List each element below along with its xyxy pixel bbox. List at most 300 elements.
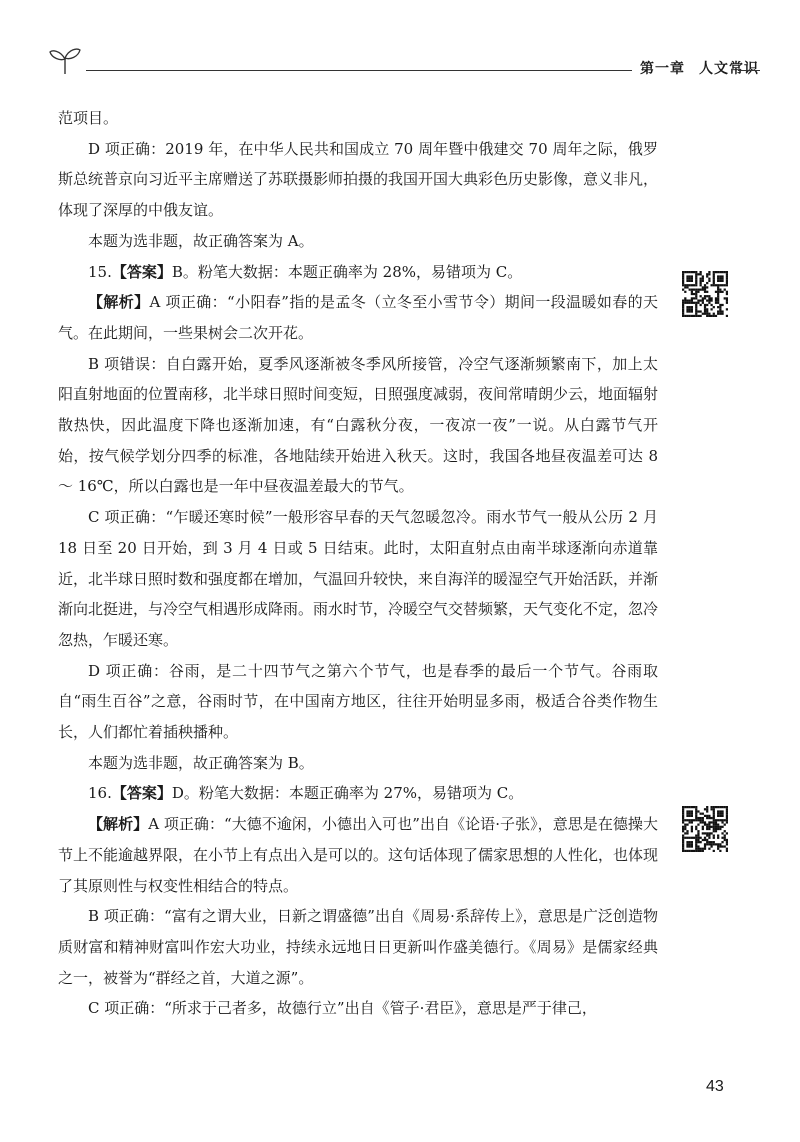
qr-module <box>710 284 712 286</box>
qr-module <box>726 815 728 817</box>
qr-module <box>710 817 712 819</box>
paragraph: 本题为选非题，故正确答案为 B。 <box>88 753 314 772</box>
qr-module <box>717 819 719 821</box>
qr-module <box>708 273 710 275</box>
qr-module <box>713 280 715 282</box>
qr-module <box>682 280 684 282</box>
qr-module <box>684 826 686 828</box>
qr-module <box>695 271 697 273</box>
paragraph: D 项正确：谷雨，是二十四节气之第六个节气，也是春季的最后一个节气。谷雨取自“雨生百谷”之意，谷雨时节，在中国南方地区，往往开始明显多雨，极适合谷类作物生长，人们都忙着插秧播种。 <box>58 661 658 742</box>
qr-module <box>713 817 715 819</box>
qr-module <box>697 302 699 304</box>
qr-module <box>695 826 697 828</box>
qr-module <box>686 850 688 852</box>
qr-module <box>691 302 693 304</box>
qr-module <box>710 826 712 828</box>
qr-module <box>713 275 715 277</box>
qr-module <box>724 271 726 273</box>
qr-module <box>689 280 691 282</box>
qr-module <box>708 278 710 280</box>
qr-module <box>682 843 684 845</box>
page-header <box>48 40 760 84</box>
qr-module <box>726 275 728 277</box>
qr-module <box>686 308 688 310</box>
qr-module <box>686 275 688 277</box>
qr-module <box>724 830 726 832</box>
qr-module <box>691 299 693 301</box>
qr-module <box>682 813 684 815</box>
qr-module <box>706 810 708 812</box>
qr-module <box>721 271 723 273</box>
qr-module <box>706 315 708 317</box>
qr-module <box>686 280 688 282</box>
qr-module <box>713 821 715 823</box>
qr-module <box>684 832 686 834</box>
qr-module <box>717 806 719 808</box>
qr-module <box>710 315 712 317</box>
qr-module <box>726 810 728 812</box>
qr-module <box>717 313 719 315</box>
qr-module <box>721 313 723 315</box>
qr-module <box>721 826 723 828</box>
qr-module <box>719 828 721 830</box>
qr-module <box>689 315 691 317</box>
qr-module <box>684 824 686 826</box>
qr-module <box>695 278 697 280</box>
qr-module <box>686 278 688 280</box>
qr-module <box>684 315 686 317</box>
qr-module <box>708 302 710 304</box>
qr-module <box>721 819 723 821</box>
qr-module <box>697 810 699 812</box>
qr-module <box>686 830 688 832</box>
qr-module <box>721 304 723 306</box>
qr-module <box>719 275 721 277</box>
qr-module <box>704 821 706 823</box>
answer-15 <box>58 257 658 288</box>
qr-module <box>682 302 684 304</box>
qr-module <box>708 297 710 299</box>
qr-module <box>697 291 699 293</box>
qr-module <box>684 850 686 852</box>
qr-module <box>689 821 691 823</box>
qr-module <box>717 828 719 830</box>
analysis-15 <box>58 287 658 348</box>
qr-module <box>689 284 691 286</box>
qr-module <box>708 315 710 317</box>
analysis-text: A 项正确：“大德不逾闲，小德出入可也”出自《论语·子张》，意思是在德操大节上不能逾越界限，在小节上有点出入是可以的。这句话体现了儒家思想的人性化，也体现了其原则性与权变性相结合的特点。 <box>58 815 659 895</box>
answer-16 <box>58 778 658 809</box>
qr-module <box>706 839 708 841</box>
qr-module <box>697 299 699 301</box>
qr-module <box>717 284 719 286</box>
qr-module <box>710 843 712 845</box>
qr-module <box>713 819 715 821</box>
qr-module <box>719 271 721 273</box>
qr-module <box>689 819 691 821</box>
qr-module <box>689 299 691 301</box>
chapter-title: 人文常识 <box>699 61 759 77</box>
qr-module <box>706 843 708 845</box>
qr-module <box>721 841 723 843</box>
qr-module <box>689 815 691 817</box>
qr-module <box>717 286 719 288</box>
qr-module <box>691 810 693 812</box>
qr-module <box>717 280 719 282</box>
qr-module <box>686 286 688 288</box>
qr-module <box>693 271 695 273</box>
paragraph: C 项正确：“所求于己者多，故德行立”出自《管子·君臣》，意思是严于律己， <box>88 999 597 1018</box>
qr-module <box>682 815 684 817</box>
qr-module <box>719 313 721 315</box>
qr-module <box>689 850 691 852</box>
qr-module <box>721 284 723 286</box>
qr-module <box>715 806 717 808</box>
qr-module <box>702 278 704 280</box>
qr-module <box>704 308 706 310</box>
qr-module <box>695 282 697 284</box>
qr-module <box>715 830 717 832</box>
qr-module <box>708 843 710 845</box>
qr-module <box>721 278 723 280</box>
qr-module <box>704 310 706 312</box>
qr-module <box>697 832 699 834</box>
qr-module <box>713 837 715 839</box>
qr-module <box>706 824 708 826</box>
qr-module <box>684 828 686 830</box>
qr-module <box>726 817 728 819</box>
qr-module <box>717 834 719 836</box>
qr-module <box>715 828 717 830</box>
qr-module <box>689 837 691 839</box>
qr-module <box>682 839 684 841</box>
qr-module <box>713 828 715 830</box>
qr-module <box>726 821 728 823</box>
qr-module <box>715 821 717 823</box>
qr-module <box>691 806 693 808</box>
qr-module <box>708 834 710 836</box>
qr-module <box>717 297 719 299</box>
qr-module <box>684 819 686 821</box>
qr-module <box>695 306 697 308</box>
qr-module <box>713 313 715 315</box>
qr-module <box>689 813 691 815</box>
page-number: 43 <box>706 1078 724 1095</box>
qr-module <box>689 806 691 808</box>
qr-module <box>695 834 697 836</box>
qr-module <box>713 830 715 832</box>
qr-module <box>693 293 695 295</box>
qr-module <box>695 310 697 312</box>
qr-module <box>695 284 697 286</box>
qr-module <box>724 837 726 839</box>
qr-module <box>695 828 697 830</box>
qr-module <box>702 839 704 841</box>
qr-module <box>684 271 686 273</box>
qr-module <box>682 841 684 843</box>
analysis-text: A 项正确：“小阳春”指的是孟冬（立冬至小雪节令）期间一段温暖如春的天气。在此期间，一些果树会二次开花。 <box>58 293 658 342</box>
qr-module <box>717 813 719 815</box>
qr-module <box>715 271 717 273</box>
qr-module <box>691 297 693 299</box>
qr-module <box>693 806 695 808</box>
qr-module <box>724 845 726 847</box>
qr-module <box>700 271 702 273</box>
qr-module <box>708 848 710 850</box>
qr-module <box>715 284 717 286</box>
qr-module <box>704 832 706 834</box>
qr-module <box>717 810 719 812</box>
qr-module <box>700 837 702 839</box>
qr-module <box>717 299 719 301</box>
qr-module <box>706 834 708 836</box>
qr-module <box>706 282 708 284</box>
qr-module <box>702 819 704 821</box>
qr-module <box>691 821 693 823</box>
qr-module <box>726 284 728 286</box>
qr-module <box>721 806 723 808</box>
qr-module <box>719 806 721 808</box>
qr-code-icon[interactable] <box>682 271 728 317</box>
qr-module <box>719 813 721 815</box>
qr-module <box>726 293 728 295</box>
analysis-label: 【解析】 <box>88 293 150 312</box>
qr-module <box>708 824 710 826</box>
qr-module <box>719 308 721 310</box>
qr-module <box>713 850 715 852</box>
qr-module <box>691 310 693 312</box>
qr-module <box>704 291 706 293</box>
page-body <box>58 103 658 1024</box>
qr-code-icon[interactable] <box>682 806 728 852</box>
analysis-label: 【解析】 <box>88 815 149 834</box>
qr-module <box>706 806 708 808</box>
qr-module <box>697 845 699 847</box>
qr-module <box>682 306 684 308</box>
qr-module <box>695 850 697 852</box>
qr-module <box>719 289 721 291</box>
qr-module <box>713 284 715 286</box>
qr-module <box>719 826 721 828</box>
qr-module <box>721 291 723 293</box>
qr-module <box>695 819 697 821</box>
qr-module <box>708 826 710 828</box>
qr-module <box>721 815 723 817</box>
qr-module <box>726 299 728 301</box>
qr-module <box>713 315 715 317</box>
qr-module <box>719 291 721 293</box>
qr-module <box>706 286 708 288</box>
qr-module <box>693 284 695 286</box>
qr-module <box>704 839 706 841</box>
qr-module <box>706 841 708 843</box>
qr-module <box>726 841 728 843</box>
qr-module <box>706 310 708 312</box>
qr-module <box>719 306 721 308</box>
qr-module <box>704 815 706 817</box>
qr-module <box>708 815 710 817</box>
qr-module <box>682 289 684 291</box>
qr-module <box>691 293 693 295</box>
qr-module <box>717 837 719 839</box>
qr-module <box>695 293 697 295</box>
qr-module <box>721 845 723 847</box>
qr-module <box>713 278 715 280</box>
qr-module <box>702 280 704 282</box>
qr-module <box>700 280 702 282</box>
qr-module <box>702 821 704 823</box>
qr-module <box>713 808 715 810</box>
qr-module <box>724 284 726 286</box>
qr-module <box>682 304 684 306</box>
qr-module <box>702 850 704 852</box>
qr-module <box>721 310 723 312</box>
qr-module <box>695 313 697 315</box>
qr-module <box>717 275 719 277</box>
qr-module <box>717 295 719 297</box>
qr-module <box>689 310 691 312</box>
qr-module <box>726 819 728 821</box>
qr-module <box>710 304 712 306</box>
qr-module <box>686 271 688 273</box>
qr-module <box>719 310 721 312</box>
qr-module <box>704 843 706 845</box>
qr-module <box>704 286 706 288</box>
qr-module <box>713 806 715 808</box>
qr-module <box>697 817 699 819</box>
qr-module <box>710 806 712 808</box>
qr-module <box>691 271 693 273</box>
qr-module <box>691 830 693 832</box>
qr-module <box>682 848 684 850</box>
qr-module <box>700 295 702 297</box>
qr-module <box>691 308 693 310</box>
answer-text: B。粉笔大数据：本题正确率为 28%，易错项为 C。 <box>171 262 523 281</box>
qr-module <box>686 819 688 821</box>
qr-module <box>695 815 697 817</box>
qr-module <box>706 808 708 810</box>
qr-module <box>702 302 704 304</box>
qr-module <box>691 289 693 291</box>
qr-module <box>700 819 702 821</box>
qr-module <box>689 271 691 273</box>
qr-module <box>726 839 728 841</box>
qr-module <box>706 299 708 301</box>
qr-module <box>682 819 684 821</box>
qr-module <box>700 282 702 284</box>
qr-module <box>695 275 697 277</box>
qr-module <box>719 819 721 821</box>
qr-module <box>691 275 693 277</box>
qr-module <box>682 837 684 839</box>
qr-module <box>700 848 702 850</box>
qr-module <box>682 278 684 280</box>
qr-module <box>695 291 697 293</box>
qr-module <box>700 817 702 819</box>
qr-module <box>713 813 715 815</box>
qr-module <box>697 315 699 317</box>
qr-module <box>710 841 712 843</box>
qr-module <box>706 304 708 306</box>
qr-module <box>700 289 702 291</box>
qr-module <box>697 830 699 832</box>
qr-module <box>719 843 721 845</box>
qr-module <box>702 848 704 850</box>
qr-module <box>717 302 719 304</box>
qr-module <box>719 810 721 812</box>
qr-module <box>691 306 693 308</box>
qr-module <box>684 284 686 286</box>
qr-module <box>695 297 697 299</box>
qr-module <box>682 817 684 819</box>
qr-module <box>719 815 721 817</box>
qr-module <box>691 850 693 852</box>
qr-module <box>717 824 719 826</box>
qr-module <box>686 815 688 817</box>
qr-module <box>715 826 717 828</box>
qr-module <box>708 295 710 297</box>
qr-module <box>724 824 726 826</box>
chapter-number: 第一章 <box>640 61 685 77</box>
paragraph: D 项正确：2019 年，在中华人民共和国成立 70 周年暨中俄建交 70 周年之际，俄罗斯总统普京向习近平主席赠送了苏联摄影师拍摄的我国开国大典彩色历史影像，意义非凡，体现了深厚的中俄友谊。 <box>58 139 659 220</box>
qr-module <box>682 808 684 810</box>
qr-module <box>726 806 728 808</box>
qr-module <box>686 284 688 286</box>
qr-module <box>713 810 715 812</box>
qr-module <box>704 306 706 308</box>
qr-module <box>706 832 708 834</box>
qr-module <box>695 810 697 812</box>
answer-label: 【答案】 <box>111 784 172 803</box>
qr-module <box>682 284 684 286</box>
qr-module <box>726 302 728 304</box>
qr-module <box>719 284 721 286</box>
qr-module <box>697 850 699 852</box>
qr-module <box>700 304 702 306</box>
qr-module <box>682 299 684 301</box>
qr-module <box>695 302 697 304</box>
qr-module <box>702 275 704 277</box>
qr-module <box>686 824 688 826</box>
qr-module <box>689 302 691 304</box>
qr-module <box>691 826 693 828</box>
qr-module <box>713 843 715 845</box>
qr-module <box>691 828 693 830</box>
qr-module <box>713 841 715 843</box>
qr-module <box>697 834 699 836</box>
qr-module <box>682 275 684 277</box>
qr-module <box>684 806 686 808</box>
qr-module <box>726 282 728 284</box>
qr-module <box>686 302 688 304</box>
qr-module <box>702 299 704 301</box>
qr-module <box>721 821 723 823</box>
qr-module <box>706 291 708 293</box>
qr-module <box>713 282 715 284</box>
qr-module <box>697 841 699 843</box>
qr-module <box>700 813 702 815</box>
qr-module <box>721 837 723 839</box>
qr-module <box>684 286 686 288</box>
qr-module <box>697 824 699 826</box>
qr-module <box>710 832 712 834</box>
qr-module <box>702 832 704 834</box>
sprout-icon <box>48 46 82 76</box>
analysis-16 <box>58 809 658 901</box>
qr-module <box>689 289 691 291</box>
qr-module <box>691 315 693 317</box>
qr-module <box>717 826 719 828</box>
